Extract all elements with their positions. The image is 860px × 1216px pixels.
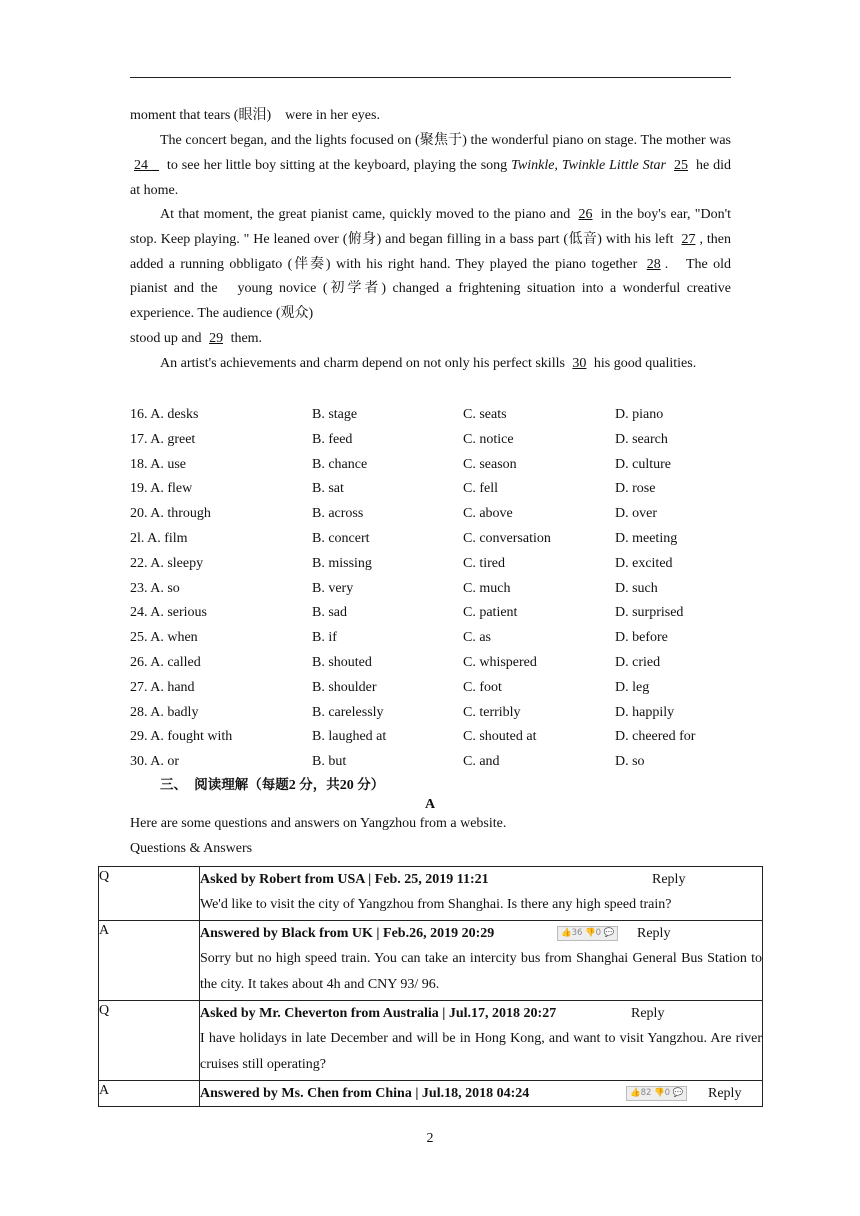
qa-header: Asked by Mr. Cheverton from Australia | Jul.17, 2018 20:27 [200,1006,557,1021]
option-d: D. search [615,431,668,447]
qa-kind: A [99,1081,200,1107]
option-a: 25. A. when [130,630,198,646]
qa-body-text: We'd like to visit the city of Yangzhou from Shanghai. Is there any high speed train? [200,897,672,912]
option-row [130,428,750,453]
option-a: 19. A. flew [130,481,193,497]
blank-24: 24 _ [134,157,159,173]
blank-25: 25 [673,157,688,173]
blank-30: 30 [572,356,587,371]
reply-link[interactable]: Reply [631,1006,665,1021]
option-a: 23. A. so [130,580,180,596]
option-c: C. season [463,456,517,472]
option-b: B. stage [312,407,358,422]
passage-paragraph-2: At that moment, the great pianist came, quickly moved to the piano and 26 in the boy's ear, "Don't stop. Keep playing. " He leaned over (俯身) and began filling in a bass part (低音) with his left 27 , then added a running obbligato (伴奏) with his right hand. They played the piano together 28 . The old pianist and the young novice (初学者) changed a frightening situation into a wonderful creative experience. The audience (观众) [130,207,732,322]
option-b: B. chance [312,456,368,472]
option-row [130,577,750,602]
option-b: B. if [312,630,337,646]
header-rule [130,77,731,78]
option-c: C. whispered [463,654,537,670]
blank-27: 27 [681,231,696,247]
qa-header: Asked by Robert from USA | Feb. 25, 2019 11:21 [200,872,489,887]
option-c: C. tired [463,555,505,571]
option-d: D. excited [615,555,673,571]
vote-icons[interactable]: 👍82 👎0 💬 [626,1086,687,1101]
option-c: C. foot [463,679,502,695]
option-c: C. seats [463,407,507,422]
passage-paragraph-3: stood up and 29 them. [130,331,263,346]
vote-icons[interactable]: 👍36 👎0 💬 [557,926,618,941]
option-c: C. above [463,506,513,522]
option-a: 27. A. hand [130,679,195,695]
qa-heading: Questions & Answers [130,841,253,856]
qa-kind: Q [99,1001,200,1081]
option-row [130,701,750,726]
option-row [130,552,750,577]
qa-body-text: Sorry but no high speed train. You can take an intercity bus from Shanghai General Bus Station to the city. It takes about 4h and CNY 93/ 96. [200,951,762,992]
page-number: 2 [426,1131,434,1146]
blank-26: 26 [578,207,593,222]
option-a: 2l. A. film [130,530,188,546]
qa-row [99,921,763,1001]
option-b: B. feed [312,431,353,447]
qa-body-text: I have holidays in late December and will be in Hong Kong, and want to visit Yangzhou. Are river cruises still operating? [200,1031,762,1072]
option-d: D. before [615,630,668,646]
option-a: 28. A. badly [130,704,199,720]
option-d: D. happily [615,704,675,720]
blank-29: 29 [209,331,224,346]
option-d: D. surprised [615,605,684,621]
passage-paragraph-4: An artist's achievements and charm depend on not only his perfect skills 30 his good qualities. [160,356,697,371]
option-row [130,725,750,750]
reply-link[interactable]: Reply [637,926,671,941]
option-b: B. shouted [312,654,372,670]
option-row [130,601,750,626]
qa-row [99,1081,763,1107]
option-b: B. very [312,580,354,596]
option-b: B. across [312,506,364,522]
option-a: 20. A. through [130,506,211,522]
option-b: B. shoulder [312,679,377,695]
reply-link[interactable]: Reply [652,872,686,887]
option-a: 18. A. use [130,456,186,472]
option-row [130,750,750,775]
option-row [130,626,750,651]
option-b: B. concert [312,530,370,546]
option-a: 26. A. called [130,654,201,670]
option-b: B. sat [312,481,344,497]
option-a: 24. A. serious [130,605,207,621]
option-d: D. cried [615,654,661,670]
qa-row [99,867,763,921]
option-a: 22. A. sleepy [130,555,204,571]
option-d: D. piano [615,407,664,422]
qa-header: Answered by Black from UK | Feb.26, 2019 20:29 [200,926,495,941]
option-row [130,477,750,502]
option-c: C. shouted at [463,729,537,745]
option-c: C. and [463,754,500,770]
option-row [130,527,750,552]
qa-table [98,866,763,1107]
reply-link[interactable]: Reply [708,1086,742,1101]
option-d: D. meeting [615,530,678,546]
option-row [130,502,750,527]
option-d: D. cheered for [615,729,696,745]
option-d: D. such [615,580,658,596]
option-a: 16. A. desks [130,407,199,422]
option-d: D. leg [615,679,650,695]
option-a: 29. A. fought with [130,729,233,745]
passage-paragraph-1: The concert began, and the lights focused on (聚焦于) the wonderful piano on stage. The mother was 24 _ to see her little boy sitting at the keyboard, playing the song Twinkle, Twinkle Little Star 25 he did at home. [130,133,732,198]
qa-row [99,1001,763,1081]
option-b: B. but [312,754,347,770]
option-d: D. so [615,754,645,770]
blank-28: 28 [646,256,661,272]
option-row [130,676,750,701]
option-b: B. sad [312,605,347,621]
option-b: B. carelessly [312,704,384,720]
qa-header: Answered by Ms. Chen from China | Jul.18, 2018 04:24 [200,1086,530,1101]
intro-text: Here are some questions and answers on Yangzhou from a website. [130,816,507,831]
option-b: B. missing [312,555,372,571]
qa-kind: Q [99,867,200,921]
option-c: C. much [463,580,511,596]
option-row [130,403,750,428]
option-c: C. fell [463,481,498,497]
option-d: D. over [615,506,657,522]
option-d: D. rose [615,481,656,497]
song-title: Twinkle, Twinkle Little Star [511,157,667,173]
option-c: C. conversation [463,530,551,546]
passage-line-top: moment that tears (眼泪) were in her eyes. [130,108,380,123]
option-a: 30. A. or [130,754,179,770]
options-list [130,403,750,775]
option-c: C. patient [463,605,518,621]
qa-kind: A [99,921,200,1001]
option-d: D. culture [615,456,671,472]
option-c: C. as [463,630,491,646]
section-title: 三、 阅读理解（每题2 分，共20 分） [160,777,385,793]
option-row [130,651,750,676]
subsection-label: A [424,797,436,812]
option-a: 17. A. greet [130,431,196,447]
option-b: B. laughed at [312,729,387,745]
option-row [130,453,750,478]
option-c: C. terribly [463,704,521,720]
option-c: C. notice [463,431,514,447]
